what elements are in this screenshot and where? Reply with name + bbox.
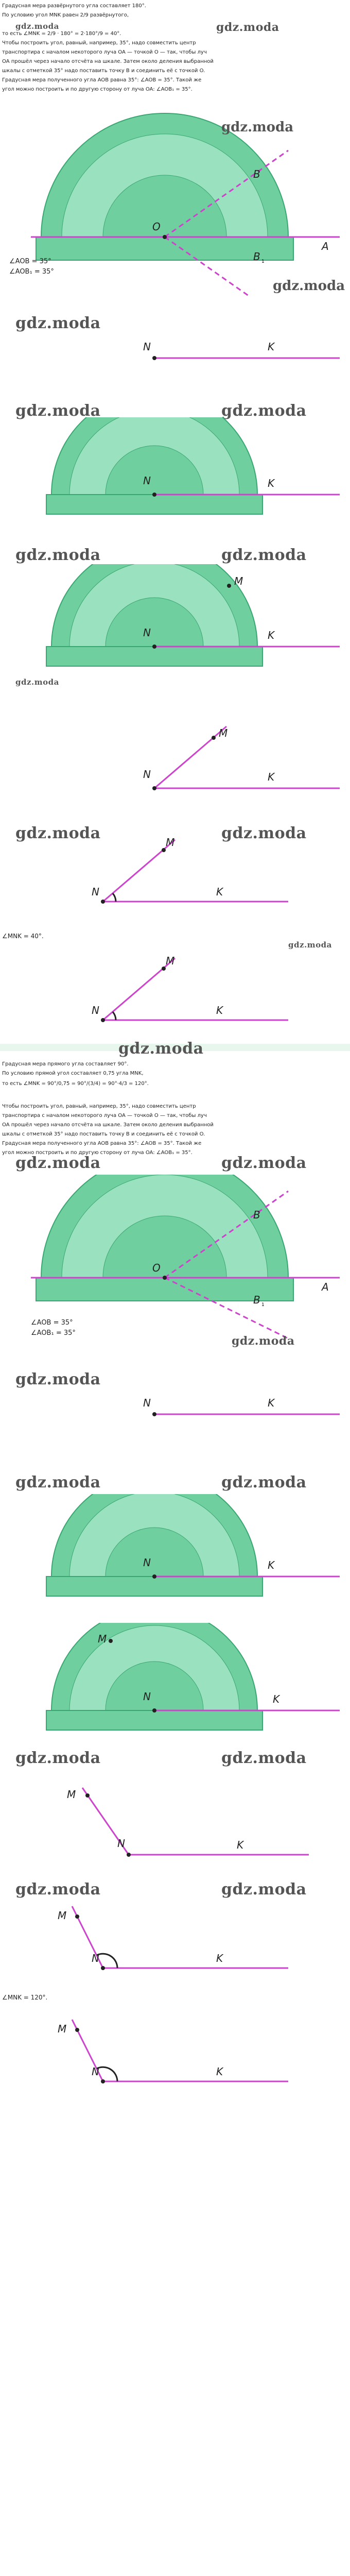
- label-m: M: [58, 1909, 67, 1922]
- label-m: M: [219, 727, 228, 739]
- result-120: ∠MNK = 120°.: [2, 1994, 48, 2001]
- label-b1-sub: 1: [261, 259, 265, 264]
- text-line: Градусная мера полученного угла AOB равна 35°: ∠AOB = 35°. Такой же: [2, 1141, 202, 1146]
- figure-angle-mnk-arc: [0, 835, 350, 927]
- label-m: M: [234, 575, 243, 587]
- label-b: B: [253, 1209, 260, 1221]
- text-line: то есть ∠MNK = 2/9 · 180° = 2·180°/9 = 40°.: [2, 31, 121, 37]
- figure-angle-mnk-120-arc: [0, 1896, 350, 1989]
- label-k: K: [268, 477, 275, 489]
- label-n: N: [117, 1837, 125, 1850]
- protractor-svg: [0, 100, 350, 296]
- watermark: gdz.moda: [15, 1370, 101, 1388]
- point-o: [163, 235, 167, 239]
- label-n: N: [92, 2065, 99, 2078]
- figure-ray-nk: [0, 335, 350, 376]
- figure-protractor-aob: [0, 100, 350, 296]
- watermark: gdz.moda: [15, 314, 101, 332]
- label-m: M: [67, 1788, 76, 1801]
- watermark: gdz.moda: [15, 22, 59, 31]
- label-m: M: [58, 2023, 67, 2035]
- figure-protractor-m-120: [0, 1623, 350, 1747]
- equation-aob1-2: ∠AOB₁ = 35°: [31, 1329, 76, 1337]
- label-b1-sub: 1: [261, 1302, 265, 1308]
- text-line: то есть ∠MNK = 90°/0,75 = 90°/(3/4) = 90°·4/3 = 120°.: [2, 1081, 149, 1087]
- figure-angle-mnk-120: [0, 1777, 350, 1875]
- watermark: gdz.moda: [118, 1040, 204, 1058]
- text-line: Градусная мера развёрнутого угла составляет 180°.: [2, 3, 146, 9]
- label-k: K: [216, 1004, 223, 1016]
- label-a: A: [322, 240, 329, 252]
- figure-angle-mnk-120-result: [0, 2004, 350, 2102]
- equation-aob-2: ∠AOB = 35°: [31, 1319, 73, 1327]
- label-k: K: [268, 771, 275, 783]
- equation-aob: ∠AOB = 35°: [9, 258, 51, 265]
- label-b1: B: [253, 1294, 260, 1306]
- figure-protractor-nk-2: [0, 1494, 350, 1613]
- label-k: K: [216, 2065, 223, 2078]
- label-k: K: [237, 1839, 244, 1851]
- label-m: M: [166, 955, 175, 967]
- text-line: По условию прямой угол составляет 0,75 угла MNK,: [2, 1071, 144, 1076]
- text-line: OA прошёл через начало отсчёта на шкале. Затем около деления выбранной: [2, 59, 214, 64]
- figure-protractor-aob-2: [0, 1175, 350, 1340]
- figure-protractor-nk: [0, 417, 350, 531]
- text-line: Чтобы построить угол, равный, например, 35°, надо совместить центр: [2, 40, 196, 46]
- label-k: K: [268, 629, 275, 641]
- label-k: K: [268, 1397, 275, 1409]
- label-n: N: [143, 626, 151, 639]
- watermark: gdz.moda: [288, 940, 332, 950]
- text-line: По условию угол MNK равен 2/9 развёрнутого,: [2, 12, 129, 18]
- watermark: gdz.moda: [221, 402, 307, 420]
- label-o: O: [152, 1262, 161, 1274]
- watermark: gdz.moda: [232, 1334, 295, 1348]
- label-k: K: [273, 1693, 280, 1705]
- text-line: угол можно построить и по другую сторону от луча OA: ∠AOB₁ = 35°.: [2, 1150, 192, 1156]
- text-line: Градусная мера прямого угла составляет 90°.: [2, 1061, 129, 1067]
- label-n: N: [92, 1952, 99, 1964]
- watermark: gdz.moda: [15, 546, 101, 564]
- text-line: OA прошёл через начало отсчёта на шкале. Затем около деления выбранной: [2, 1122, 214, 1128]
- figure-angle-mnk-result: [0, 943, 350, 1041]
- watermark: gdz.moda: [221, 546, 307, 564]
- watermark: gdz.moda: [15, 1154, 101, 1172]
- label-k: K: [268, 1559, 275, 1571]
- watermark: gdz.moda: [221, 1880, 307, 1899]
- watermark: gdz.moda: [15, 1473, 101, 1492]
- text-line: Градусная мера полученного угла AOB равна 35°: ∠AOB = 35°. Такой же: [2, 77, 202, 83]
- label-k: K: [216, 886, 223, 898]
- watermark: gdz.moda: [221, 824, 307, 842]
- watermark: gdz.moda: [15, 677, 59, 687]
- label-n: N: [92, 886, 99, 898]
- label-n: N: [143, 474, 151, 487]
- figure-protractor-m: [0, 564, 350, 677]
- figure-ray-nk-2: [0, 1391, 350, 1432]
- label-n: N: [92, 1004, 99, 1016]
- text-line: шкалы с отметкой 35° надо поставить точку B и соединить её с точкой O.: [2, 68, 205, 74]
- watermark: gdz.moda: [221, 1473, 307, 1492]
- watermark: gdz.moda: [221, 120, 294, 135]
- text-line: угол можно построить и по другую сторону от луча OA: ∠AOB₁ = 35°.: [2, 87, 192, 92]
- label-n: N: [143, 1690, 151, 1703]
- label-k: K: [216, 1952, 223, 1964]
- figure-angle-mnk: [0, 711, 350, 814]
- watermark: gdz.moda: [15, 402, 101, 420]
- label-m: M: [98, 1633, 107, 1645]
- watermark: gdz.moda: [273, 278, 345, 294]
- label-n: N: [143, 341, 151, 353]
- text-line: транспортира с началом некоторого луча OA — точкой O — так, чтобы луч: [2, 49, 207, 55]
- label-b1: B: [253, 250, 260, 263]
- text-line: шкалы с отметкой 35° надо поставить точку B и соединить её с точкой O.: [2, 1131, 205, 1137]
- label-n: N: [143, 768, 151, 781]
- watermark: gdz.moda: [216, 21, 279, 34]
- text-line: транспортира с началом некоторого луча OA — точкой O — так, чтобы луч: [2, 1113, 207, 1118]
- watermark: gdz.moda: [15, 1749, 101, 1767]
- label-k: K: [268, 341, 275, 353]
- watermark: gdz.moda: [15, 824, 101, 842]
- label-m: M: [166, 836, 175, 849]
- result-40: ∠MNK = 40°.: [2, 933, 44, 940]
- equation-aob1: ∠AOB₁ = 35°: [9, 268, 54, 276]
- label-o: O: [152, 221, 161, 233]
- watermark: gdz.moda: [221, 1154, 307, 1172]
- text-line: Чтобы построить угол, равный, например, 35°, надо совместить центр: [2, 1104, 196, 1109]
- watermark: gdz.moda: [221, 1749, 307, 1767]
- label-b: B: [253, 168, 260, 180]
- label-n: N: [143, 1397, 151, 1409]
- watermark: gdz.moda: [15, 1880, 101, 1899]
- label-n: N: [143, 1556, 151, 1569]
- label-a: A: [322, 1281, 329, 1293]
